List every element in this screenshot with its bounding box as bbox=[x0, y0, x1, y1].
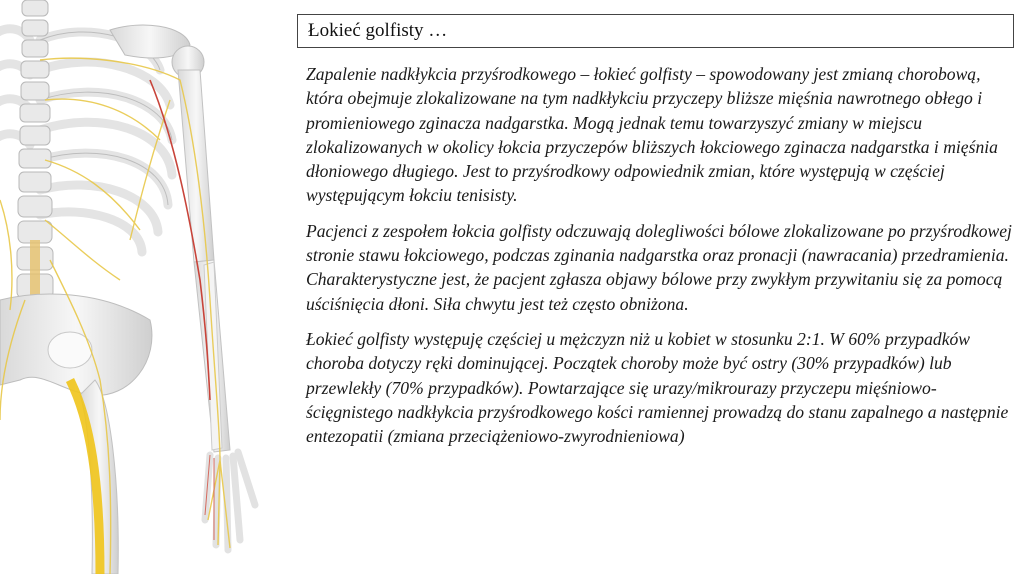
skeleton-illustration bbox=[0, 0, 300, 574]
paragraph-epidemiology: Łokieć golfisty występuję częściej u mężczyzn niż u kobiet w stosunku 2:1. W 60% przypadków choroba dotyczy ręki dominującej. Początek choroby może być ostry (30% przypadków) lub przewlekły (70% przypadków). Powtarzające się urazy/mikrourazy przyczepu mięśniowo-ścięgnistego nadkłykcia przyśrodkowego kości ramiennej prowadzą do stanu zapalnego a następnie entezopatii (zmiana przeciążeniowo-zwyrodnieniowa) bbox=[306, 328, 1009, 447]
paragraph-definition: Zapalenie nadkłykcia przyśrodkowego – łokieć golfisty – spowodowany jest zmianą chorobową, która obejmuje zlokalizowane na tym nadkłykciu przyczepy bliższe mięśnia nawrotnego obłego i promieniowego zginacza nadgarstka. Mogą jednak temu towarzyszyć zmiany w miejscu zlokalizowanych w okolicy łokcia przyczepów bliższych łokciowego zginacza nadgarstka i mięśnia dłoniowego długiego. Jest to przyśrodkowy odpowiednik zmian, które występują w częściej występującym łokciu tenisisty. bbox=[306, 64, 998, 206]
slide-title-box bbox=[297, 14, 1014, 48]
skeleton-nerves-image bbox=[0, 0, 300, 574]
paragraph-symptoms: Pacjenci z zespołem łokcia golfisty odczuwają dolegliwości bólowe zlokalizowane po przyśrodkowej stronie stawu łokciowego, podczas zginania nadgarstka oraz pronacji (nawracania) przedramienia. Charakterystyczne jest, że pacjent zgłasza objawy bólowe przy zwykłym przywitaniu się za pomocą uściśnięcia dłoni. Siła chwytu jest też często obniżona. bbox=[306, 220, 1012, 314]
slide-title: Łokieć golfisty … bbox=[308, 20, 448, 41]
slide-body bbox=[306, 62, 1014, 459]
